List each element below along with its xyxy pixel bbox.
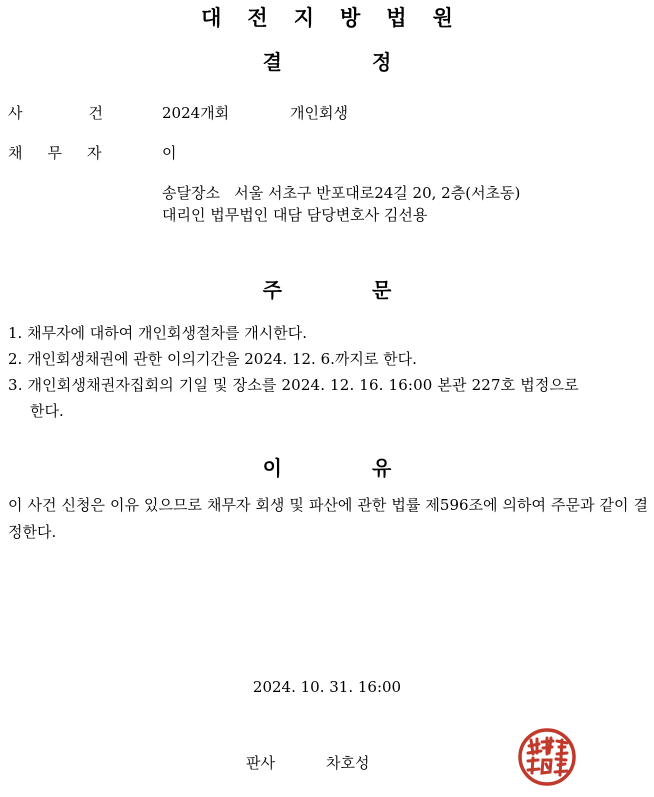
order-heading-char-2: 문 xyxy=(372,278,392,302)
reason-text: 이 사건 신청은 이유 있으므로 채무자 회생 및 파산에 관한 법률 제596조에 의하여 주문과 같이 결정한다. xyxy=(8,496,648,541)
case-type: 개인회생 xyxy=(290,104,348,122)
order-item-3: 3. 개인회생채권자집회의 기일 및 장소를 2024. 12. 16. 16:00 본관 227호 법정으로 xyxy=(8,376,579,394)
court-seal-icon xyxy=(515,726,579,788)
order-heading xyxy=(0,274,654,303)
document-title xyxy=(0,46,654,75)
title-char-2: 정 xyxy=(372,50,392,74)
debtor-label-char-1: 채 xyxy=(8,144,23,162)
legal-agent: 대리인 법무법인 대담 담당변호사 김선용 xyxy=(162,206,428,224)
judge-name: 차호성 xyxy=(326,754,370,772)
case-label-char-1: 사 xyxy=(8,104,23,122)
service-address: 송달장소 서울 서초구 반포대로24길 20, 2층(서초동) xyxy=(162,184,521,202)
decision-date: 2024. 10. 31. 16:00 xyxy=(252,678,402,696)
judge-title: 판사 xyxy=(246,754,275,772)
case-label xyxy=(8,102,103,123)
case-label-char-2: 건 xyxy=(88,104,103,122)
reason-heading-char-2: 유 xyxy=(372,456,392,480)
debtor-label-char-2: 무 xyxy=(47,144,62,162)
debtor-label-char-3: 자 xyxy=(87,144,102,162)
order-heading-char-1: 주 xyxy=(262,278,282,302)
title-char-1: 결 xyxy=(262,50,282,74)
case-number: 2024개회 xyxy=(162,104,230,122)
reason-heading xyxy=(0,452,654,481)
debtor-name: 이 xyxy=(162,144,177,162)
order-item-1: 1. 채무자에 대하여 개인회생절차를 개시한다. xyxy=(8,324,307,342)
debtor-label xyxy=(8,142,102,163)
order-item-3-continued: 한다. xyxy=(30,402,64,420)
order-item-2: 2. 개인회생채권에 관한 이의기간을 2024. 12. 6.까지로 한다. xyxy=(8,350,417,368)
court-name: 대전지방법원 xyxy=(201,6,479,30)
reason-heading-char-1: 이 xyxy=(262,456,282,480)
